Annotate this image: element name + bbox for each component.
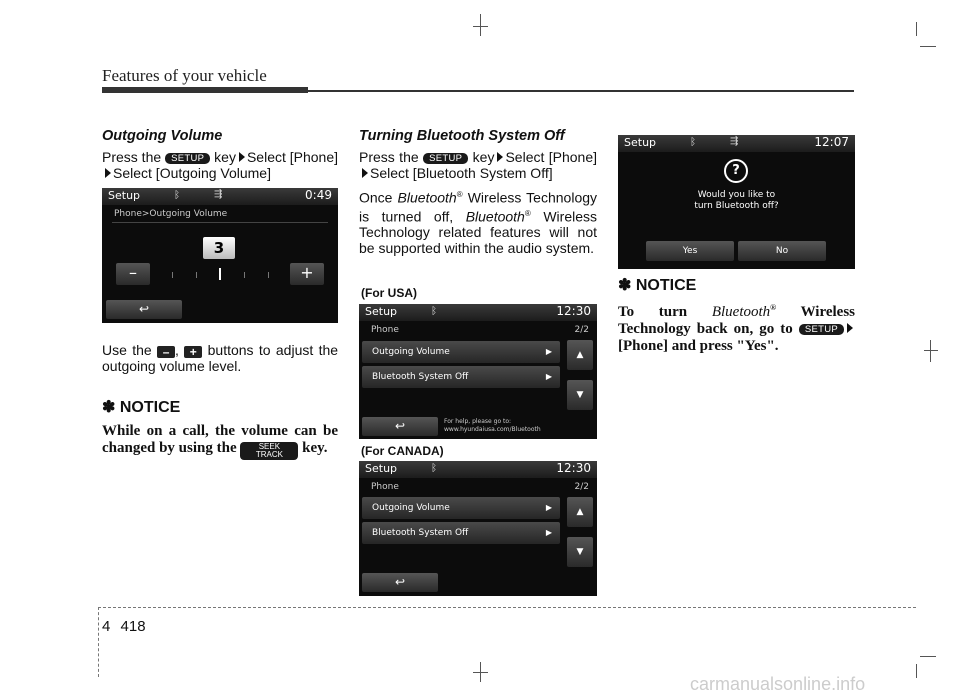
screen-clock: 12:30 — [556, 461, 591, 475]
bluetooth-icon: ᛒ — [431, 306, 437, 317]
notice-text: While on a call, the volume can be changed by using the SEEK TRACK key. — [102, 423, 338, 459]
screen-clock: 0:49 — [305, 188, 332, 202]
notice-text: To turn Bluetooth® Wireless Technology back on, go to SETUP [Phone] and press "Yes". — [618, 303, 856, 354]
menu-item-bluetooth-system-off[interactable]: Bluetooth System Off ▶ — [362, 366, 560, 388]
column-3-notice — [618, 278, 855, 355]
volume-tick — [268, 272, 269, 278]
usb-icon: ⇶ — [214, 189, 223, 200]
crop-mark — [473, 26, 488, 27]
arrow-right-icon — [105, 168, 111, 178]
phone-menu-screen-canada — [359, 461, 597, 596]
arrow-up-icon: ▲ — [576, 507, 584, 517]
bluetooth-icon: ᛒ — [690, 137, 696, 148]
arrow-right-icon — [847, 323, 853, 333]
volume-minus-button[interactable]: – — [116, 263, 150, 285]
crop-mark — [920, 46, 936, 47]
arrow-right-icon — [362, 168, 368, 178]
notice-title: ✽ NOTICE — [618, 277, 697, 294]
scroll-up-button[interactable] — [567, 340, 593, 370]
back-arrow-icon: ↩ — [394, 419, 406, 433]
screen-divider — [112, 222, 328, 223]
setup-key-icon: SETUP — [423, 153, 468, 164]
setup-key-icon: SETUP — [799, 324, 844, 335]
arrow-right-icon — [239, 152, 245, 162]
volume-plus-button[interactable]: + — [290, 263, 324, 285]
header-rule-thick — [102, 87, 308, 93]
screen-title-bar — [359, 304, 597, 321]
crop-mark — [920, 656, 936, 657]
page-indicator: 2/2 — [574, 482, 589, 492]
help-text-line-1: For help, please go to: — [444, 418, 512, 425]
screen-title-bar — [359, 461, 597, 478]
setup-key-icon: SETUP — [165, 153, 210, 164]
screen-subtitle: Phone — [371, 482, 399, 492]
crop-mark — [916, 22, 917, 36]
screen-clock: 12:30 — [556, 304, 591, 318]
back-button[interactable] — [362, 417, 438, 436]
screen-title: Setup — [365, 305, 398, 318]
bluetooth-icon: ᛒ — [174, 190, 180, 201]
volume-instruction: Use the – , + buttons to adjust the outgoing volume level. — [102, 342, 339, 374]
volume-tick — [196, 272, 197, 278]
crop-mark — [924, 350, 938, 351]
play-arrow-icon: ▶ — [545, 372, 552, 381]
arrow-down-icon: ▼ — [576, 547, 584, 557]
back-button[interactable] — [106, 300, 182, 319]
label-for-usa: (For USA) — [361, 286, 417, 300]
running-header-title: Features of your vehicle — [102, 66, 267, 85]
help-text-line-2: www.hyundaiusa.com/Bluetooth — [444, 426, 541, 433]
bluetooth-off-paragraph: Once Bluetooth® Wireless Technology is turned off, Bluetooth® Wireless Technology related features will not be supported within the audio system. — [359, 189, 598, 257]
screen-title: Setup — [624, 136, 657, 149]
menu-item-outgoing-volume[interactable]: Outgoing Volume ▶ — [362, 341, 560, 363]
footer-dashed-vline — [98, 607, 99, 677]
screen-clock: 12:07 — [814, 135, 849, 149]
crop-mark — [930, 340, 931, 362]
play-arrow-icon: ▶ — [545, 347, 552, 356]
column-2 — [359, 128, 597, 256]
label-for-canada: (For CANADA) — [361, 444, 444, 458]
section-heading: Turning Bluetooth System Off — [359, 128, 565, 144]
page-number — [102, 618, 146, 635]
scroll-down-button[interactable] — [567, 537, 593, 567]
plus-key-icon: + — [184, 346, 202, 358]
screen-title: Setup — [365, 462, 398, 475]
scroll-up-button[interactable] — [567, 497, 593, 527]
instruction-paragraph: Press the SETUP key Select [Phone]Select [Outgoing Volume] — [102, 149, 339, 181]
bluetooth-icon: ᛒ — [431, 463, 437, 474]
no-button[interactable]: No — [738, 241, 826, 261]
phone-menu-screen-usa — [359, 304, 597, 439]
footer-dashed-line — [98, 607, 916, 608]
bluetooth-off-confirm-screen — [618, 135, 855, 269]
back-arrow-icon: ↩ — [394, 575, 406, 589]
column-1-lower — [102, 342, 338, 460]
column-1 — [102, 128, 338, 181]
arrow-up-icon: ▲ — [576, 350, 584, 360]
notice-title: ✽ NOTICE — [102, 399, 181, 416]
dialog-message-line-1: Would you like to — [697, 190, 776, 200]
seek-track-key-icon: SEEK TRACK — [240, 442, 298, 460]
volume-tick-current — [219, 268, 221, 280]
arrow-down-icon: ▼ — [576, 390, 584, 400]
menu-item-outgoing-volume[interactable]: Outgoing Volume ▶ — [362, 497, 560, 519]
screen-title: Setup — [108, 189, 141, 202]
volume-tick — [172, 272, 173, 278]
screen-path: Phone>Outgoing Volume — [114, 209, 228, 219]
watermark: carmanualsonline.info — [690, 674, 866, 694]
arrow-right-icon — [497, 152, 503, 162]
screen-title-bar — [618, 135, 855, 152]
crop-mark — [480, 14, 481, 36]
header-rule-thin — [308, 90, 854, 92]
volume-value-box: 3 — [203, 237, 235, 259]
section-heading: Outgoing Volume — [102, 128, 223, 144]
usb-icon: ⇶ — [730, 136, 739, 147]
page-number-value: 418 — [120, 618, 146, 635]
volume-tick — [244, 272, 245, 278]
play-arrow-icon: ▶ — [545, 503, 552, 512]
scroll-down-button[interactable] — [567, 380, 593, 410]
play-arrow-icon: ▶ — [545, 528, 552, 537]
outgoing-volume-screen — [102, 188, 338, 323]
menu-item-bluetooth-system-off[interactable]: Bluetooth System Off ▶ — [362, 522, 560, 544]
back-arrow-icon: ↩ — [138, 302, 150, 316]
dialog-message-line-2: turn Bluetooth off? — [694, 201, 779, 211]
minus-key-icon: – — [157, 346, 175, 358]
screen-subtitle: Phone — [371, 325, 399, 335]
help-question-icon: ? — [724, 159, 748, 183]
instruction-paragraph: Press the SETUP key Select [Phone]Select [Bluetooth System Off] — [359, 149, 598, 181]
yes-button[interactable]: Yes — [646, 241, 734, 261]
section-number: 4 — [102, 618, 111, 635]
screen-title-bar — [102, 188, 338, 205]
crop-mark — [473, 672, 488, 673]
back-button[interactable] — [362, 573, 438, 592]
page-indicator: 2/2 — [574, 325, 589, 335]
crop-mark — [916, 664, 917, 678]
